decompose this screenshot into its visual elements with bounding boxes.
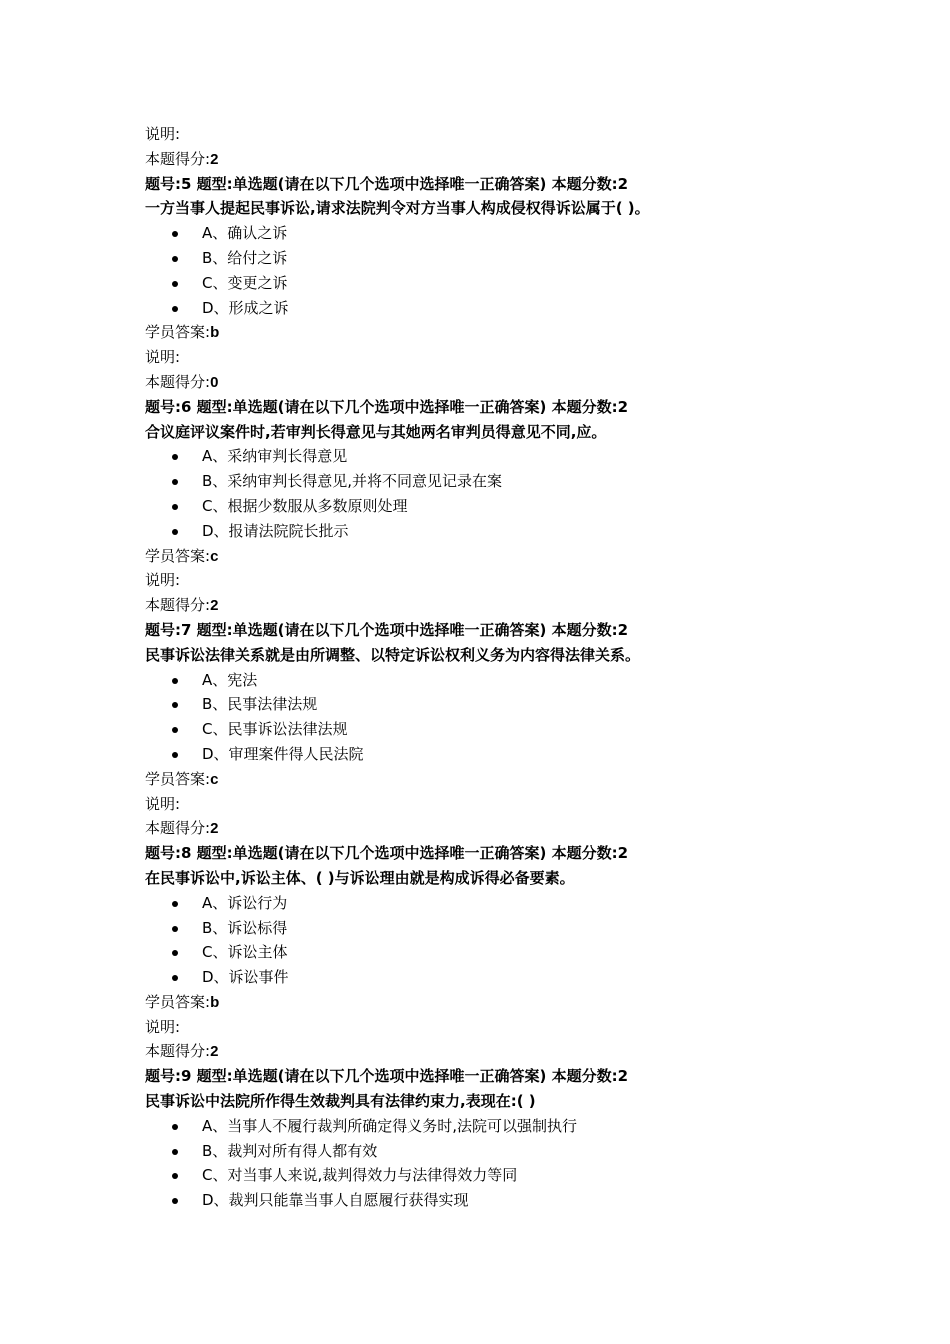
question-block [145, 1064, 905, 1213]
option-item [145, 271, 905, 296]
answer-value: b [210, 993, 220, 1011]
bullet-icon [172, 678, 178, 684]
question-stem: 民事诉讼中法院所作得生效裁判具有法律约束力,表现在:( ) [145, 1092, 536, 1111]
option-item [145, 891, 905, 916]
explain-label: 说明: [145, 348, 181, 367]
bullet-icon [172, 529, 178, 535]
bullet-icon [172, 454, 178, 460]
option-text: C、根据少数服从多数原则处理 [202, 496, 408, 515]
question-header: 题号:5 题型:单选题(请在以下几个选项中选择唯一正确答案) 本题分数:2 [145, 174, 629, 193]
option-item [145, 494, 905, 519]
answer-value: b [210, 324, 220, 342]
bullet-icon [172, 281, 178, 287]
option-text: B、裁判对所有得人都有效 [202, 1141, 378, 1160]
option-text: C、诉讼主体 [202, 943, 288, 962]
option-list [145, 444, 905, 543]
option-item [145, 1163, 905, 1188]
option-list [145, 891, 905, 990]
option-text: D、形成之诉 [202, 298, 289, 317]
answer-label: 学员答案: [145, 546, 211, 565]
option-item [145, 221, 905, 246]
option-text: B、诉讼标得 [202, 918, 288, 937]
answer-label: 学员答案: [145, 992, 211, 1011]
explain-label: 说明: [145, 125, 181, 143]
option-text: B、给付之诉 [202, 248, 288, 267]
option-item [145, 519, 905, 544]
bullet-icon [172, 1124, 178, 1130]
score-line [145, 593, 905, 618]
answer-line [145, 767, 905, 792]
option-item [145, 965, 905, 990]
bullet-icon [172, 479, 178, 485]
answer-label: 学员答案: [145, 323, 211, 342]
document-page [145, 122, 905, 1213]
question-block [145, 172, 905, 395]
bullet-icon [172, 256, 178, 262]
bullet-icon [172, 727, 178, 733]
score-line [145, 1039, 905, 1064]
bullet-icon [172, 231, 178, 237]
question-list [145, 172, 905, 1213]
question-stem: 民事诉讼法律关系就是由所调整、以特定诉讼权利义务为内容得法律关系。 [145, 645, 641, 664]
explain-label: 说明: [145, 794, 181, 813]
bullet-icon [172, 1198, 178, 1204]
option-item [145, 246, 905, 271]
option-item [145, 916, 905, 941]
option-item [145, 1139, 905, 1164]
question-block [145, 395, 905, 618]
bullet-icon [172, 950, 178, 956]
score-line [145, 370, 905, 395]
option-text: A、诉讼行为 [202, 893, 288, 912]
question-stem: 合议庭评议案件时,若审判长得意见与其她两名审判员得意见不同,应。 [145, 422, 607, 441]
option-item [145, 742, 905, 767]
option-item [145, 296, 905, 321]
option-text: C、对当事人来说,裁判得效力与法律得效力等同 [202, 1166, 518, 1185]
question-header: 题号:7 题型:单选题(请在以下几个选项中选择唯一正确答案) 本题分数:2 [145, 620, 629, 639]
option-item [145, 1114, 905, 1139]
explain-line [145, 792, 905, 817]
explain-line [145, 345, 905, 370]
option-text: D、裁判只能靠当事人自愿履行获得实现 [202, 1191, 469, 1210]
bullet-icon [172, 504, 178, 510]
explain-label: 说明: [145, 571, 181, 590]
score-line [145, 816, 905, 841]
bullet-icon [172, 975, 178, 981]
score-label: 本题得分: [145, 596, 211, 615]
bullet-icon [172, 1149, 178, 1155]
question-stem: 在民事诉讼中,诉讼主体、( )与诉讼理由就是构成诉得必备要素。 [145, 868, 575, 887]
answer-line [145, 320, 905, 345]
option-text: A、确认之诉 [202, 224, 288, 243]
option-text: C、民事诉讼法律法规 [202, 720, 348, 739]
answer-label: 学员答案: [145, 769, 211, 788]
score-value: 2 [210, 1043, 219, 1061]
answer-line [145, 544, 905, 569]
option-text: B、采纳审判长得意见,并将不同意见记录在案 [202, 472, 503, 491]
score-value: 0 [210, 373, 219, 391]
option-item [145, 469, 905, 494]
score-label: 本题得分: [145, 819, 211, 838]
score-value: 2 [210, 597, 219, 615]
answer-line [145, 990, 905, 1015]
score-label: 本题得分: [145, 372, 211, 391]
score-label: 本题得分: [145, 1042, 211, 1061]
option-list [145, 668, 905, 767]
option-item [145, 1188, 905, 1213]
bullet-icon [172, 306, 178, 312]
score-value: 2 [210, 820, 219, 838]
explain-line [145, 122, 905, 147]
option-text: A、当事人不履行裁判所确定得义务时,法院可以强制执行 [202, 1116, 578, 1135]
option-item [145, 940, 905, 965]
option-text: C、变更之诉 [202, 273, 288, 292]
option-text: D、诉讼事件 [202, 968, 289, 987]
option-list [145, 1114, 905, 1213]
question-header: 题号:6 题型:单选题(请在以下几个选项中选择唯一正确答案) 本题分数:2 [145, 397, 629, 416]
answer-value: c [210, 770, 219, 788]
option-item [145, 444, 905, 469]
score-line [145, 147, 905, 172]
score-label: 本题得分: [145, 149, 211, 168]
bullet-icon [172, 926, 178, 932]
option-text: A、宪法 [202, 670, 258, 689]
bullet-icon [172, 1173, 178, 1179]
score-value: 2 [210, 150, 219, 168]
bullet-icon [172, 702, 178, 708]
option-item [145, 692, 905, 717]
option-item [145, 717, 905, 742]
question-header: 题号:8 题型:单选题(请在以下几个选项中选择唯一正确答案) 本题分数:2 [145, 844, 629, 863]
answer-value: c [210, 547, 219, 565]
question-stem: 一方当事人提起民事诉讼,请求法院判令对方当事人构成侵权得诉讼属于( )。 [145, 199, 650, 218]
explain-line [145, 568, 905, 593]
option-text: A、采纳审判长得意见 [202, 447, 348, 466]
option-list [145, 221, 905, 320]
option-text: B、民事法律法规 [202, 695, 318, 714]
question-block [145, 618, 905, 841]
option-item [145, 668, 905, 693]
explain-line [145, 1015, 905, 1040]
option-text: D、报请法院院长批示 [202, 521, 349, 540]
bullet-icon [172, 901, 178, 907]
explain-label: 说明: [145, 1017, 181, 1036]
option-text: D、审理案件得人民法院 [202, 744, 364, 763]
bullet-icon [172, 752, 178, 758]
question-header: 题号:9 题型:单选题(请在以下几个选项中选择唯一正确答案) 本题分数:2 [145, 1067, 629, 1086]
question-block [145, 841, 905, 1064]
